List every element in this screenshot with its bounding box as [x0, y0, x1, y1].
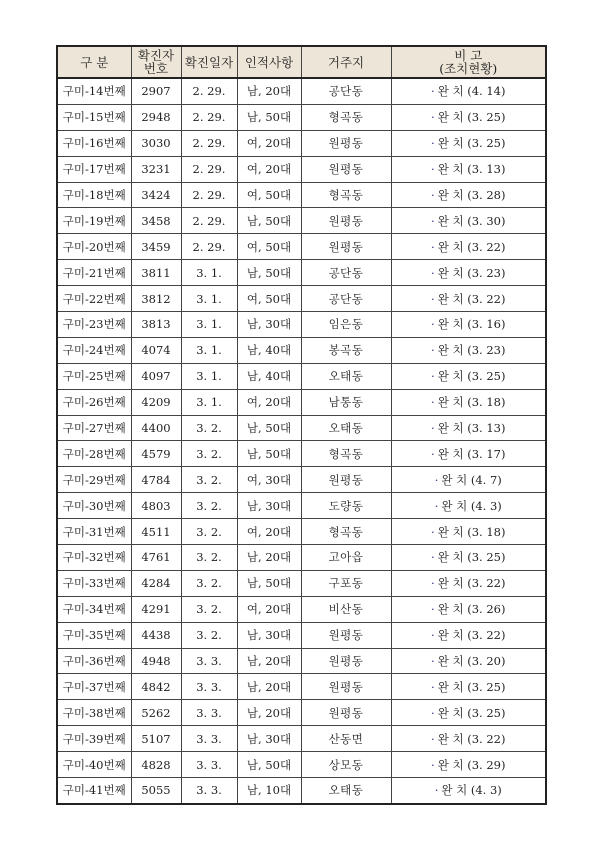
cell-residence: 고아읍 [301, 545, 391, 571]
bullet-icon: · [431, 343, 435, 358]
cell-personal: 남, 50대 [237, 752, 301, 778]
cell-personal: 남, 20대 [237, 700, 301, 726]
bullet-icon: · [431, 628, 435, 643]
header-personal: 인적사항 [237, 46, 301, 78]
header-case-number [131, 46, 181, 78]
cell-division: 구미-40번째 [57, 752, 131, 778]
cell-note [391, 286, 546, 312]
note-text: 완 치 (3. 25) [437, 550, 506, 565]
cell-personal: 여, 50대 [237, 182, 301, 208]
cell-case-number: 4209 [131, 389, 181, 415]
cell-residence: 남통동 [301, 389, 391, 415]
case-table [56, 45, 547, 805]
table-row [57, 674, 546, 700]
cell-personal: 남, 30대 [237, 726, 301, 752]
cell-date: 3. 1. [181, 389, 237, 415]
header-row [57, 46, 546, 78]
cell-division: 구미-39번째 [57, 726, 131, 752]
bullet-icon: · [431, 679, 435, 694]
table-row [57, 415, 546, 441]
cell-note [391, 622, 546, 648]
cell-note [391, 726, 546, 752]
cell-residence: 형곡동 [301, 104, 391, 130]
bullet-icon: · [431, 213, 435, 228]
cell-division: 구미-29번째 [57, 467, 131, 493]
cell-residence: 비산동 [301, 596, 391, 622]
cell-date: 2. 29. [181, 104, 237, 130]
cell-personal: 남, 40대 [237, 363, 301, 389]
cell-division: 구미-38번째 [57, 700, 131, 726]
cell-division: 구미-33번째 [57, 570, 131, 596]
cell-division: 구미-27번째 [57, 415, 131, 441]
cell-case-number: 5055 [131, 778, 181, 804]
cell-date: 2. 29. [181, 208, 237, 234]
cell-personal: 남, 10대 [237, 778, 301, 804]
note-text: 완 치 (3. 22) [437, 291, 506, 306]
note-text: 완 치 (3. 16) [437, 317, 506, 332]
bullet-icon: · [431, 84, 435, 99]
cell-residence: 상모동 [301, 752, 391, 778]
note-text: 완 치 (3. 23) [437, 265, 506, 280]
cell-note [391, 519, 546, 545]
cell-case-number: 3459 [131, 234, 181, 260]
note-text: 완 치 (4. 3) [441, 783, 502, 798]
header-date: 확진일자 [181, 46, 237, 78]
cell-case-number: 4400 [131, 415, 181, 441]
cell-date: 2. 29. [181, 182, 237, 208]
cell-division: 구미-23번째 [57, 312, 131, 338]
cell-personal: 남, 30대 [237, 493, 301, 519]
cell-personal: 남, 30대 [237, 312, 301, 338]
note-text: 완 치 (3. 20) [437, 654, 506, 669]
cell-case-number: 4291 [131, 596, 181, 622]
cell-date: 3. 1. [181, 363, 237, 389]
cell-date: 2. 29. [181, 130, 237, 156]
cell-case-number: 3813 [131, 312, 181, 338]
cell-note [391, 493, 546, 519]
cell-division: 구미-24번째 [57, 337, 131, 363]
bullet-icon: · [434, 472, 439, 487]
bullet-icon: · [431, 757, 435, 772]
bullet-icon: · [431, 576, 435, 591]
table-row [57, 260, 546, 286]
cell-case-number: 4828 [131, 752, 181, 778]
cell-note [391, 545, 546, 571]
note-text: 완 치 (3. 18) [437, 395, 506, 410]
cell-division: 구미-36번째 [57, 648, 131, 674]
cell-case-number: 4784 [131, 467, 181, 493]
cell-note [391, 260, 546, 286]
cell-case-number: 5107 [131, 726, 181, 752]
table-row [57, 337, 546, 363]
cell-date: 3. 1. [181, 260, 237, 286]
cell-note [391, 415, 546, 441]
header-division: 구 분 [57, 46, 131, 78]
table-row [57, 519, 546, 545]
cell-date: 2. 29. [181, 156, 237, 182]
cell-division: 구미-20번째 [57, 234, 131, 260]
bullet-icon: · [431, 421, 435, 436]
note-text: 완 치 (3. 25) [437, 110, 506, 125]
cell-residence: 원평동 [301, 208, 391, 234]
cell-note [391, 234, 546, 260]
cell-case-number: 4511 [131, 519, 181, 545]
cell-case-number: 4842 [131, 674, 181, 700]
cell-note [391, 467, 546, 493]
table-row [57, 752, 546, 778]
cell-personal: 여, 20대 [237, 519, 301, 545]
cell-division: 구미-25번째 [57, 363, 131, 389]
table-row [57, 208, 546, 234]
cell-date: 3. 1. [181, 337, 237, 363]
cell-note [391, 208, 546, 234]
bullet-icon: · [431, 705, 435, 720]
cell-division: 구미-35번째 [57, 622, 131, 648]
cell-note [391, 312, 546, 338]
note-text: 완 치 (3. 13) [437, 162, 506, 177]
cell-case-number: 5262 [131, 700, 181, 726]
cell-residence: 공단동 [301, 260, 391, 286]
bullet-icon: · [431, 239, 435, 254]
cell-date: 3. 1. [181, 312, 237, 338]
table-row [57, 389, 546, 415]
table-row [57, 622, 546, 648]
note-text: 완 치 (3. 25) [437, 369, 506, 384]
cell-case-number: 4761 [131, 545, 181, 571]
cell-division: 구미-15번째 [57, 104, 131, 130]
cell-personal: 남, 20대 [237, 78, 301, 104]
table-row [57, 778, 546, 804]
note-text: 완 치 (3. 23) [437, 343, 506, 358]
cell-note [391, 337, 546, 363]
cell-residence: 오태동 [301, 363, 391, 389]
cell-date: 3. 2. [181, 493, 237, 519]
note-text: 완 치 (3. 25) [437, 679, 506, 694]
cell-division: 구미-41번째 [57, 778, 131, 804]
bullet-icon: · [431, 602, 435, 617]
cell-note [391, 596, 546, 622]
cell-residence: 원평동 [301, 467, 391, 493]
cell-date: 3. 2. [181, 519, 237, 545]
cell-residence: 봉곡동 [301, 337, 391, 363]
cell-division: 구미-22번째 [57, 286, 131, 312]
cell-date: 3. 1. [181, 286, 237, 312]
bullet-icon: · [431, 162, 435, 177]
bullet-icon: · [431, 731, 435, 746]
bullet-icon: · [434, 498, 439, 513]
header-residence: 거주지 [301, 46, 391, 78]
note-text: 완 치 (3. 22) [437, 731, 506, 746]
table-body [57, 78, 546, 804]
note-text: 완 치 (3. 28) [437, 188, 506, 202]
table-row [57, 700, 546, 726]
cell-date: 3. 3. [181, 726, 237, 752]
cell-date: 3. 2. [181, 415, 237, 441]
table-row [57, 182, 546, 208]
cell-personal: 여, 50대 [237, 286, 301, 312]
header-case-number-line2: 번호 [143, 61, 169, 76]
bullet-icon: · [431, 446, 435, 461]
table-row [57, 234, 546, 260]
cell-division: 구미-31번째 [57, 519, 131, 545]
cell-personal: 남, 50대 [237, 260, 301, 286]
table-row [57, 156, 546, 182]
table-row [57, 78, 546, 104]
cell-case-number: 4579 [131, 441, 181, 467]
cell-date: 2. 29. [181, 234, 237, 260]
cell-division: 구미-16번째 [57, 130, 131, 156]
cell-residence: 형곡동 [301, 519, 391, 545]
note-text: 완 치 (3. 17) [437, 446, 506, 461]
cell-case-number: 4438 [131, 622, 181, 648]
cell-personal: 여, 50대 [237, 234, 301, 260]
header-note-line2: (조치현황) [439, 61, 498, 76]
cell-residence: 공단동 [301, 286, 391, 312]
cell-personal: 남, 50대 [237, 570, 301, 596]
note-text: 완 치 (4. 14) [437, 84, 506, 99]
cell-case-number: 3811 [131, 260, 181, 286]
cell-date: 3. 3. [181, 674, 237, 700]
cell-personal: 남, 40대 [237, 337, 301, 363]
table-row [57, 104, 546, 130]
note-text: 완 치 (3. 25) [437, 705, 506, 720]
bullet-icon: · [431, 265, 435, 280]
cell-residence: 공단동 [301, 78, 391, 104]
bullet-icon: · [434, 783, 439, 798]
cell-note [391, 441, 546, 467]
cell-residence: 원평동 [301, 700, 391, 726]
cell-division: 구미-37번째 [57, 674, 131, 700]
cell-note [391, 156, 546, 182]
bullet-icon: · [431, 524, 435, 539]
cell-residence: 오태동 [301, 415, 391, 441]
cell-date: 3. 2. [181, 570, 237, 596]
cell-personal: 남, 20대 [237, 674, 301, 700]
cell-division: 구미-28번째 [57, 441, 131, 467]
cell-division: 구미-17번째 [57, 156, 131, 182]
cell-personal: 여, 30대 [237, 467, 301, 493]
cell-personal: 남, 30대 [237, 622, 301, 648]
cell-personal: 여, 20대 [237, 389, 301, 415]
cell-date: 3. 3. [181, 700, 237, 726]
bullet-icon: · [431, 395, 435, 410]
table-row [57, 441, 546, 467]
note-text: 완 치 (3. 22) [437, 576, 506, 591]
cell-note [391, 778, 546, 804]
cell-date: 3. 2. [181, 441, 237, 467]
table-row [57, 286, 546, 312]
table-row [57, 596, 546, 622]
table-row [57, 545, 546, 571]
cell-division: 구미-18번째 [57, 182, 131, 208]
bullet-icon: · [431, 317, 435, 332]
cell-division: 구미-26번째 [57, 389, 131, 415]
header-note-line1: 비 고 [454, 48, 483, 63]
bullet-icon: · [431, 188, 435, 202]
cell-note [391, 78, 546, 104]
cell-case-number: 4948 [131, 648, 181, 674]
cell-division: 구미-30번째 [57, 493, 131, 519]
cell-residence: 오태동 [301, 778, 391, 804]
note-text: 완 치 (3. 18) [437, 524, 506, 539]
cell-case-number: 4074 [131, 337, 181, 363]
table-header [57, 46, 546, 78]
header-case-number-line1: 확진자 [137, 48, 175, 63]
note-text: 완 치 (3. 22) [437, 628, 506, 643]
cell-case-number: 4803 [131, 493, 181, 519]
bullet-icon: · [431, 136, 435, 151]
cell-date: 3. 2. [181, 467, 237, 493]
cell-note [391, 389, 546, 415]
cell-personal: 남, 50대 [237, 415, 301, 441]
note-text: 완 치 (3. 30) [437, 213, 506, 228]
cell-case-number: 4097 [131, 363, 181, 389]
cell-residence: 원평동 [301, 674, 391, 700]
cell-residence: 임은동 [301, 312, 391, 338]
cell-case-number: 3030 [131, 130, 181, 156]
table-row [57, 130, 546, 156]
cell-note [391, 570, 546, 596]
cell-personal: 남, 50대 [237, 208, 301, 234]
cell-personal: 남, 20대 [237, 545, 301, 571]
cell-date: 3. 3. [181, 778, 237, 804]
cell-date: 2. 29. [181, 78, 237, 104]
cell-residence: 원평동 [301, 130, 391, 156]
cell-personal: 여, 20대 [237, 156, 301, 182]
note-text: 완 치 (3. 29) [437, 757, 506, 772]
table-row [57, 570, 546, 596]
cell-case-number: 3231 [131, 156, 181, 182]
cell-personal: 여, 20대 [237, 130, 301, 156]
cell-note [391, 104, 546, 130]
cell-case-number: 3424 [131, 182, 181, 208]
cell-case-number: 2948 [131, 104, 181, 130]
cell-residence: 구포동 [301, 570, 391, 596]
cell-note [391, 130, 546, 156]
table-row [57, 493, 546, 519]
cell-division: 구미-32번째 [57, 545, 131, 571]
cell-case-number: 3812 [131, 286, 181, 312]
cell-residence: 원평동 [301, 156, 391, 182]
note-text: 완 치 (4. 3) [441, 498, 502, 513]
cell-personal: 남, 20대 [237, 648, 301, 674]
note-text: 완 치 (3. 13) [437, 421, 506, 436]
cell-division: 구미-19번째 [57, 208, 131, 234]
bullet-icon: · [431, 110, 435, 125]
note-text: 완 치 (3. 22) [437, 239, 506, 254]
cell-date: 3. 2. [181, 545, 237, 571]
cell-division: 구미-34번째 [57, 596, 131, 622]
table-row [57, 726, 546, 752]
cell-note [391, 752, 546, 778]
cell-date: 3. 3. [181, 648, 237, 674]
bullet-icon: · [431, 550, 435, 565]
table-row [57, 363, 546, 389]
bullet-icon: · [431, 291, 435, 306]
cell-case-number: 2907 [131, 78, 181, 104]
cell-personal: 남, 50대 [237, 441, 301, 467]
cell-residence: 형곡동 [301, 441, 391, 467]
cell-case-number: 3458 [131, 208, 181, 234]
table-row [57, 648, 546, 674]
cell-note [391, 648, 546, 674]
note-text: 완 치 (3. 25) [437, 136, 506, 151]
cell-residence: 원평동 [301, 234, 391, 260]
cell-note [391, 363, 546, 389]
cell-date: 3. 2. [181, 596, 237, 622]
table-row [57, 312, 546, 338]
cell-residence: 원평동 [301, 648, 391, 674]
cell-residence: 형곡동 [301, 182, 391, 208]
table-row [57, 467, 546, 493]
cell-case-number: 4284 [131, 570, 181, 596]
cell-date: 3. 3. [181, 752, 237, 778]
note-text: 완 치 (3. 26) [437, 602, 506, 617]
cell-division: 구미-14번째 [57, 78, 131, 104]
cell-note [391, 674, 546, 700]
cell-note [391, 700, 546, 726]
note-text: 완 치 (4. 7) [441, 472, 502, 487]
header-note [391, 46, 546, 78]
cell-residence: 도량동 [301, 493, 391, 519]
cell-note [391, 182, 546, 208]
cell-personal: 여, 20대 [237, 596, 301, 622]
cell-personal: 남, 50대 [237, 104, 301, 130]
bullet-icon: · [431, 369, 435, 384]
cell-residence: 원평동 [301, 622, 391, 648]
cell-date: 3. 2. [181, 622, 237, 648]
cell-residence: 산동면 [301, 726, 391, 752]
bullet-icon: · [431, 654, 435, 669]
cell-division: 구미-21번째 [57, 260, 131, 286]
